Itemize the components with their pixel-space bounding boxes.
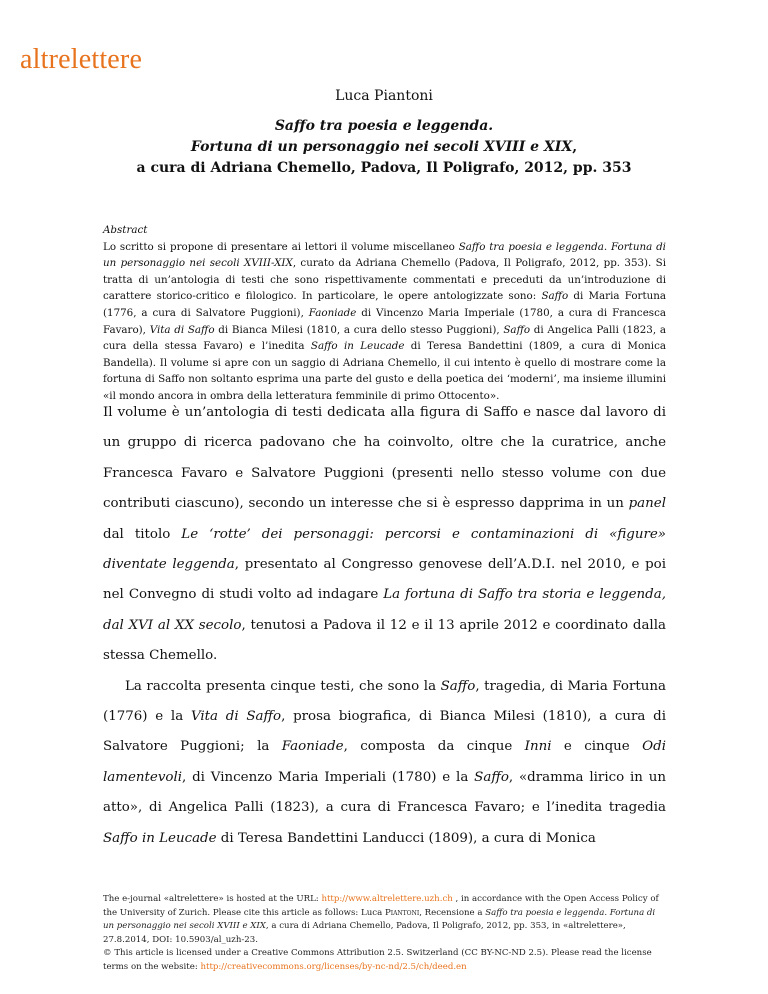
journal-logo: altrelettere (20, 44, 143, 75)
abstract-text: Lo scritto si propone di presentare ai lettori il volume miscellaneo Saffo tra poesia e leggenda. Fortuna di un personaggio nei secoli XVIII-XIX, curato da Adriana Chemello (Padova, Il Poligrafo, 2012, pp. 353). Si tratta di un’antologia di testi che sono rispettivamente commentati e preceduti da un’introduzione di carattere storico-critico e filologico. In particolare, le opere antologizzate sono: Saffo di Maria Fortuna (1776, a cura di Salvatore Puggioni), Faoniade di Vincenzo Maria Imperiale (1780, a cura di Francesca Favaro), Vita di Saffo di Bianca Milesi (1810, a cura dello stesso Puggioni), Saffo di Angelica Palli (1823, a cura della stessa Favaro) e l’inedita Saffo in Leucade di Teresa Bandettini (1809, a cura di Monica Bandella). Il volume si apre con un saggio di Adriana Chemello, il cui intento è quello di mostrare come la fortuna di Saffo non soltanto esprima una parte del gusto e della poetica dei ‘moderni’, ma insieme illumini «il mondo ancora in ombra della letteratura femminile di primo Ottocento». (103, 240, 666, 402)
body-paragraph-1: Il volume è un’antologia di testi dedicata alla figura di Saffo e nasce dal lavoro di un gruppo di ricerca padovano che ha coinvolto, oltre che la curatrice, anche Francesca Favaro e Salvatore Puggioni (presenti nello stesso volume con due contributi ciascuno), secondo un interesse che si è espresso dapprima in un panel dal titolo Le ‘rotte’ dei personaggi: percorsi e contaminazioni di «figure» diventate leggenda, presentato al Congresso genovese dell’A.D.I. nel 2010, e poi nel Convegno di studi volto ad indagare La fortuna di Saffo tra storia e leggenda, dal XVI al XX secolo, tenutosi a Padova il 12 e il 13 aprile 2012 e coordinato dalla stessa Chemello. (103, 405, 666, 664)
title-line-1: Saffo tra poesia e leggenda. (274, 118, 494, 134)
footer-license: © This article is licensed under a Creative Commons Attribution 2.5. Switzerland (CC BY-NC-ND 2.5). Please read the license terms on the website: http://creativecommons.org/licenses/by-nc-nd/2.5/ch/deed.en (103, 948, 652, 972)
license-url-link[interactable]: http://creativecommons.org/licenses/by-nc-nd/2.5/ch/deed.en (200, 961, 467, 972)
article-author: Luca Piantoni (335, 88, 433, 104)
body-paragraph-2: La raccolta presenta cinque testi, che sono la Saffo, tragedia, di Maria Fortuna (1776) e la Vita di Saffo, prosa biografica, di Bianca Milesi (1810), a cura di Salvatore Puggioni; la Faoniade, composta da cinque Inni e cinque Odi lamentevoli, di Vincenzo Maria Imperiali (1780) e la Saffo, «dramma lirico in un atto», di Angelica Palli (1823), a cura di Francesca Favaro; e l’inedita tragedia Saffo in Leucade di Teresa Bandettini Landucci (1809), a cura di Monica (103, 678, 667, 846)
title-line-2: Fortuna di un personaggio nei secoli XVIII e XIX, (190, 139, 578, 155)
title-line-3: a cura di Adriana Chemello, Padova, Il Poligrafo, 2012, pp. 353 (136, 160, 632, 176)
abstract-label: Abstract (103, 224, 148, 236)
journal-url-link[interactable]: http://www.altrelettere.uzh.ch (321, 894, 453, 904)
footer-citation: The e-journal «altrelettere» is hosted at the URL: http://www.altrelettere.uzh.ch , in accordance with the Open Access Policy of the University of Zurich. Please cite this article as follows: Luca Piantoni, Recensione a Saffo tra poesia e leggenda. Fortuna di un personaggio nei secoli XVIII e XIX, a cura di Adriana Chemello, Padova, Il Poligrafo, 2012, pp. 353, in «altrelettere», 27.8.2014, DOI: 10.5903/al_uzh-23. (103, 894, 659, 945)
article-body (103, 398, 666, 854)
author-surname: Piantoni (384, 907, 420, 918)
abstract (103, 222, 666, 405)
article-title (60, 116, 708, 179)
page-footer (103, 893, 666, 975)
